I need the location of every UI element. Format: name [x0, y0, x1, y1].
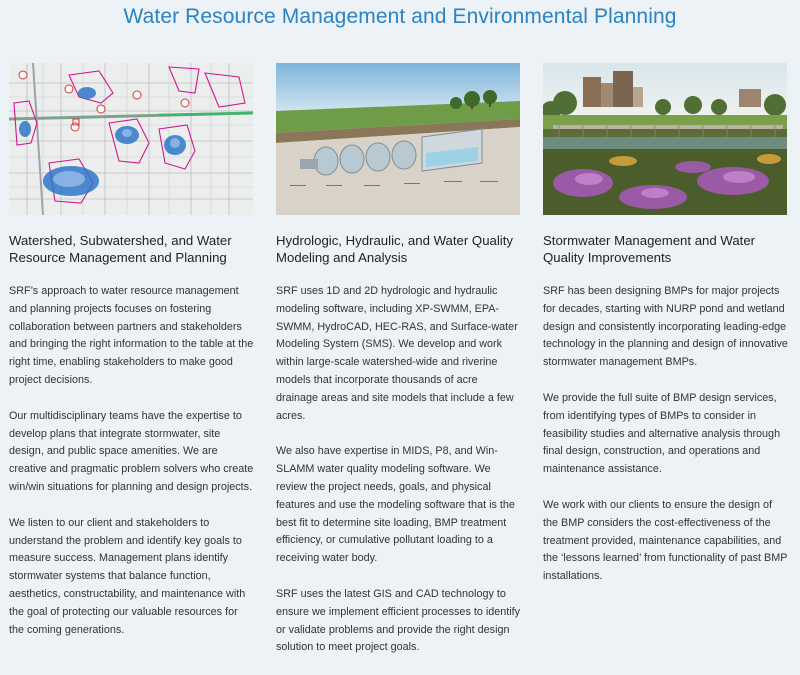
card-paragraph: SRF’s approach to water resource management and planning projects focuses on fostering collaboration between partners and stakeholders and bringing the right information to the table at the right time, enabling stakeholders to make good project decisions. [9, 285, 254, 386]
card-paragraph: Our multidisciplinary teams have the expertise to develop plans that integrate stormwater, site design, and public space amenities. We are creative and pragmatic problem solvers who create win/win situations for planning and design projects. [9, 409, 254, 493]
card-paragraph: SRF uses the latest GIS and CAD technology to ensure we implement efficient processes to identify or validate problems and provide the right design solution to meet project goals. [276, 587, 521, 654]
card-paragraph: We listen to our client and stakeholders to understand the problem and identify key goals to measure success. Management plans identify stormwater systems that balance function, aesthetics, constructability, and maintenance with the goal of protecting our valuable resources for the coming generations. [9, 516, 246, 636]
watershed-map-image [9, 63, 253, 215]
page-title: Water Resource Management and Environmental Planning [123, 5, 677, 28]
service-card-stormwater [543, 63, 789, 604]
card-body [276, 283, 522, 657]
service-card-modeling [276, 63, 522, 675]
card-title: Watershed, Subwatershed, and Water Resource Management and Planning [9, 233, 232, 265]
card-paragraph: We work with our clients to ensure the design of the BMP considers the cost-effectiveness of the treatment provided, maintenance capabilities, and the ‘lessons learned’ from functionality of past BMP installations. [543, 498, 788, 583]
card-paragraph: We also have expertise in MIDS, P8, and Win-SLAMM water quality modeling software. We review the project needs, goals, and physical features and use the modeling software that is the best fit to determine site loading, BMP treatment efficiency, or cumulative pollutant loading to a receiving water body. [276, 445, 515, 565]
card-body [9, 283, 255, 639]
card-body [543, 283, 789, 586]
card-title: Hydrologic, Hydraulic, and Water Quality Modeling and Analysis [276, 233, 513, 265]
card-paragraph: SRF uses 1D and 2D hydrologic and hydraulic modeling software, including XP-SWMM, EPA-SWMM, HydroCAD, HEC-RAS, and Surface-water Modeling System (SMS). We develop and work within large-scale watershed-wide and riverine models that incorporate thousands of acre drainage areas and site models that include a few acres. [276, 285, 518, 422]
service-card-watershed [9, 63, 255, 657]
card-title: Stormwater Management and Water Quality Improvements [543, 233, 756, 265]
card-paragraph: We provide the full suite of BMP design services, from identifying types of BMPs to consider in feasibility studies and alternative analysis through final design, construction, and operations and maintenance assistance. [543, 391, 781, 476]
card-paragraph: SRF has been designing BMPs for major projects for decades, starting with NURP pond and wetland design and consistently incorporating leading-edge technology in the planning and design of innovative stormwater management BMPs. [543, 285, 788, 369]
stormwater-pond-photo [543, 63, 787, 215]
underground-storage-diagram-image [276, 63, 520, 215]
